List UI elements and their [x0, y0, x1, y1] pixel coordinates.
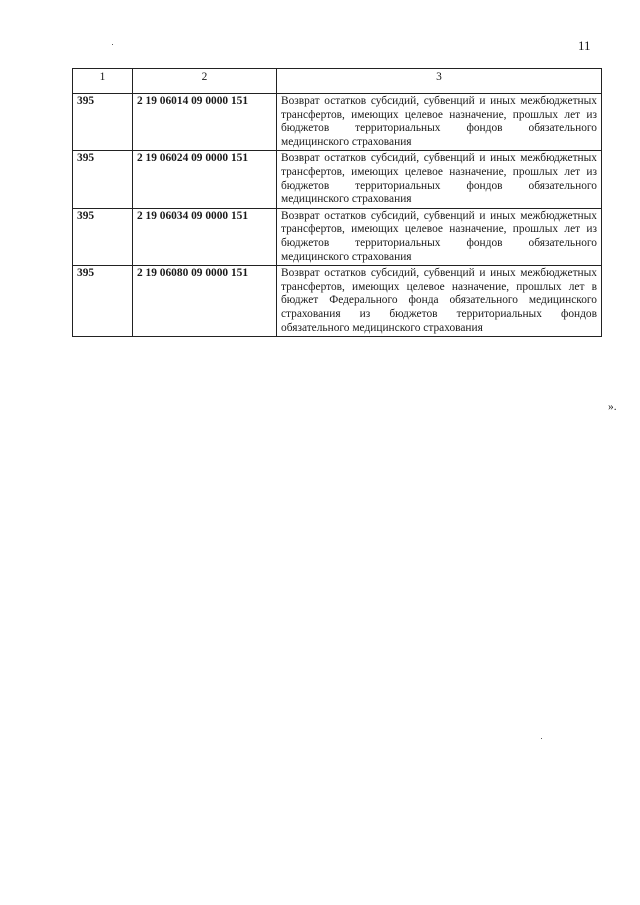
header-column-2: 2 — [133, 69, 277, 94]
scan-speck — [112, 44, 113, 45]
header-column-1: 1 — [73, 69, 133, 94]
description-cell: Возврат остатков субсидий, субвенций и иных межбюджетных трансфертов, имеющих целевое назначение, прошлых лет из бюджетов территориальных фондов обязательного медицинского страхования — [277, 94, 602, 151]
header-column-3: 3 — [277, 69, 602, 94]
table-header-row — [73, 69, 602, 94]
description-cell: Возврат остатков субсидий, субвенций и иных межбюджетных трансфертов, имеющих целевое назначение, прошлых лет в бюджет Федерального фонда обязательного медицинского страхования из бюджетов территориальных фондов обязательного медицинского страхования — [277, 266, 602, 337]
admin-code-cell: 395 — [73, 208, 133, 265]
budget-codes-table — [72, 68, 602, 337]
admin-code-cell: 395 — [73, 266, 133, 337]
admin-code-cell: 395 — [73, 151, 133, 208]
table-row — [73, 208, 602, 265]
budget-code-cell: 2 19 06080 09 0000 151 — [133, 266, 277, 337]
admin-code-cell: 395 — [73, 94, 133, 151]
budget-code-cell: 2 19 06024 09 0000 151 — [133, 151, 277, 208]
budget-code-cell: 2 19 06014 09 0000 151 — [133, 94, 277, 151]
table-row — [73, 151, 602, 208]
description-cell: Возврат остатков субсидий, субвенций и иных межбюджетных трансфертов, имеющих целевое назначение, прошлых лет из бюджетов территориальных фондов обязательного медицинского страхования — [277, 208, 602, 265]
scan-speck — [541, 738, 542, 739]
table-row — [73, 266, 602, 337]
page-number: 11 — [578, 38, 591, 53]
closing-quote-mark: ». — [608, 401, 617, 413]
budget-code-cell: 2 19 06034 09 0000 151 — [133, 208, 277, 265]
description-cell: Возврат остатков субсидий, субвенций и иных межбюджетных трансфертов, имеющих целевое назначение, прошлых лет из бюджетов территориальных фондов обязательного медицинского страхования — [277, 151, 602, 208]
table-row — [73, 94, 602, 151]
